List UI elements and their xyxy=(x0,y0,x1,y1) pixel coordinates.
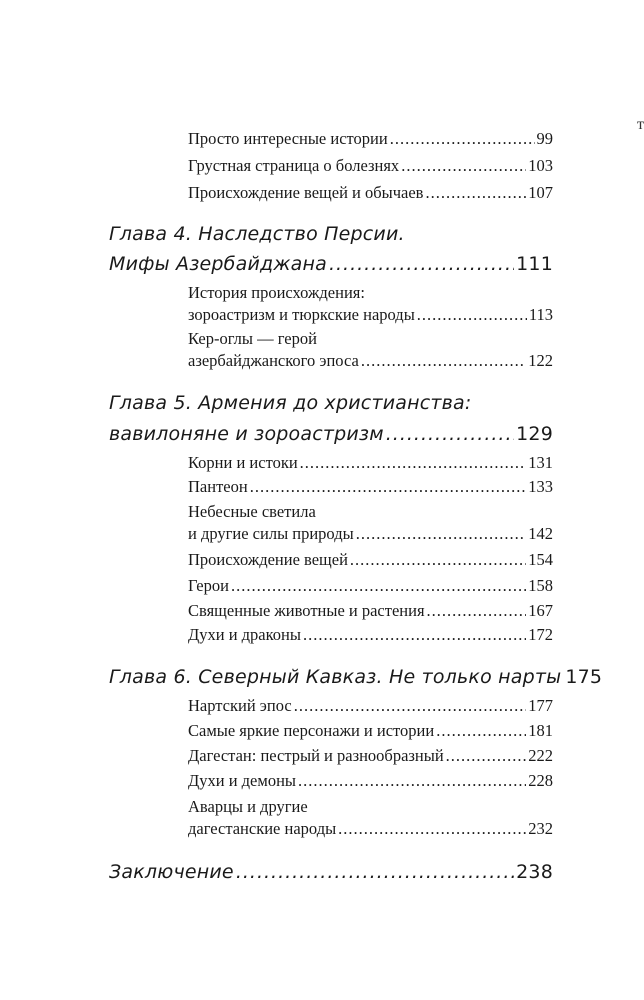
toc-page-number: 172 xyxy=(528,625,553,644)
toc-entry-title: Корни и истоки xyxy=(188,453,298,472)
chapter-title: Глава 6. Северный Кавказ. Не только нарты xyxy=(109,666,562,688)
toc-entry[interactable] xyxy=(188,128,553,150)
leader-dots xyxy=(446,745,527,767)
leader-dots xyxy=(436,720,526,742)
toc-page-number: 158 xyxy=(528,576,553,595)
toc-page-number: 167 xyxy=(528,601,553,620)
toc-page-number: 222 xyxy=(528,746,553,765)
toc-page-number: 111 xyxy=(516,253,553,275)
chapter-title: Мифы Азербайджана xyxy=(109,253,327,275)
toc-entry-title: Грустная страница о болезнях xyxy=(188,156,400,175)
toc-page-number: 122 xyxy=(528,351,553,370)
toc-entry-title: Самые яркие персонажи и истории xyxy=(188,721,435,740)
chapter-entry[interactable] xyxy=(109,422,553,446)
toc-entry[interactable] xyxy=(188,304,553,326)
leader-dots xyxy=(338,818,526,840)
toc-entry[interactable] xyxy=(188,575,553,597)
toc-page-number: 113 xyxy=(528,305,553,324)
toc-entry-title: зороастризм и тюркские народы xyxy=(188,305,415,324)
toc-entry-title: азербайджанского эпоса xyxy=(188,351,359,370)
page-corner-mark: т xyxy=(637,116,644,133)
chapter-entry[interactable] xyxy=(109,860,553,884)
toc-entry-title: и другие силы природы xyxy=(188,524,354,543)
toc-page-number: 181 xyxy=(528,721,553,740)
toc-page-number: 129 xyxy=(516,423,553,445)
toc-entry[interactable] xyxy=(188,745,553,767)
toc-page-number: 238 xyxy=(516,861,553,883)
toc-page-number: 232 xyxy=(528,819,553,838)
toc-entry[interactable] xyxy=(188,695,553,717)
chapter-heading-line1[interactable]: Глава 4. Наследство Персии. xyxy=(109,223,405,245)
toc-entry-title: Дагестан: пестрый и разнообразный xyxy=(188,746,444,765)
toc-entry-title: Пантеон xyxy=(188,477,248,496)
toc-entry-title: дагестанские народы xyxy=(188,819,337,838)
toc-page-number: 175 xyxy=(565,666,603,688)
toc-entry-title: Духи и драконы xyxy=(188,625,301,644)
toc-entry[interactable] xyxy=(188,452,553,474)
toc-entry[interactable] xyxy=(188,350,553,372)
toc-entry-title: Герои xyxy=(188,576,229,595)
leader-dots xyxy=(417,304,527,326)
toc-entry[interactable] xyxy=(188,720,553,742)
leader-dots xyxy=(361,350,526,372)
leader-dots xyxy=(386,422,514,446)
leader-dots xyxy=(250,476,527,498)
toc-entry-title: Происхождение вещей xyxy=(188,550,348,569)
chapter-entry[interactable] xyxy=(109,252,553,276)
toc-page-number: 107 xyxy=(528,183,553,202)
toc-page-number: 142 xyxy=(528,524,553,543)
leader-dots xyxy=(425,182,526,204)
toc-entry-title: Происхождение вещей и обычаев xyxy=(188,183,424,202)
toc-page-number: 228 xyxy=(528,771,553,790)
toc-entry[interactable] xyxy=(188,155,553,177)
toc-page-number: 99 xyxy=(536,129,553,148)
toc-entry-line1[interactable]: Аварцы и другие xyxy=(188,797,308,816)
leader-dots xyxy=(298,770,526,792)
toc-page-number: 177 xyxy=(528,696,553,715)
leader-dots xyxy=(231,575,526,597)
toc-entry-title: Духи и демоны xyxy=(188,771,296,790)
toc-page-number: 133 xyxy=(528,477,553,496)
toc-entry[interactable] xyxy=(188,476,553,498)
leader-dots xyxy=(356,523,527,545)
leader-dots xyxy=(294,695,527,717)
toc-entry[interactable] xyxy=(188,770,553,792)
toc-page-number: 154 xyxy=(528,550,553,569)
toc-entry[interactable] xyxy=(188,818,553,840)
leader-dots xyxy=(350,549,526,571)
leader-dots xyxy=(300,452,527,474)
chapter-title: Заключение xyxy=(109,861,234,883)
toc-entry[interactable] xyxy=(188,624,553,646)
toc-page-number: 103 xyxy=(528,156,553,175)
leader-dots xyxy=(427,600,527,622)
toc-entry-title: Просто интересные истории xyxy=(188,129,388,148)
toc-entry[interactable] xyxy=(188,523,553,545)
toc-entry-line1[interactable]: История происхождения: xyxy=(188,283,365,302)
chapter-entry[interactable] xyxy=(109,665,603,689)
toc-entry-title: Нартский эпос xyxy=(188,696,292,715)
toc-entry[interactable] xyxy=(188,549,553,571)
leader-dots xyxy=(236,860,514,884)
leader-dots xyxy=(401,155,526,177)
toc-entry-line1[interactable]: Кер-оглы — герой xyxy=(188,329,317,348)
leader-dots xyxy=(303,624,526,646)
chapter-heading-line1[interactable]: Глава 5. Армения до христианства: xyxy=(109,392,472,414)
toc-entry[interactable] xyxy=(188,600,553,622)
leader-dots xyxy=(329,252,514,276)
toc-entry[interactable] xyxy=(188,182,553,204)
toc-entry-line1[interactable]: Небесные светила xyxy=(188,502,316,521)
leader-dots xyxy=(390,128,535,150)
chapter-title: вавилоняне и зороастризм xyxy=(109,423,384,445)
toc-page-number: 131 xyxy=(528,453,553,472)
toc-entry-title: Священные животные и растения xyxy=(188,601,425,620)
